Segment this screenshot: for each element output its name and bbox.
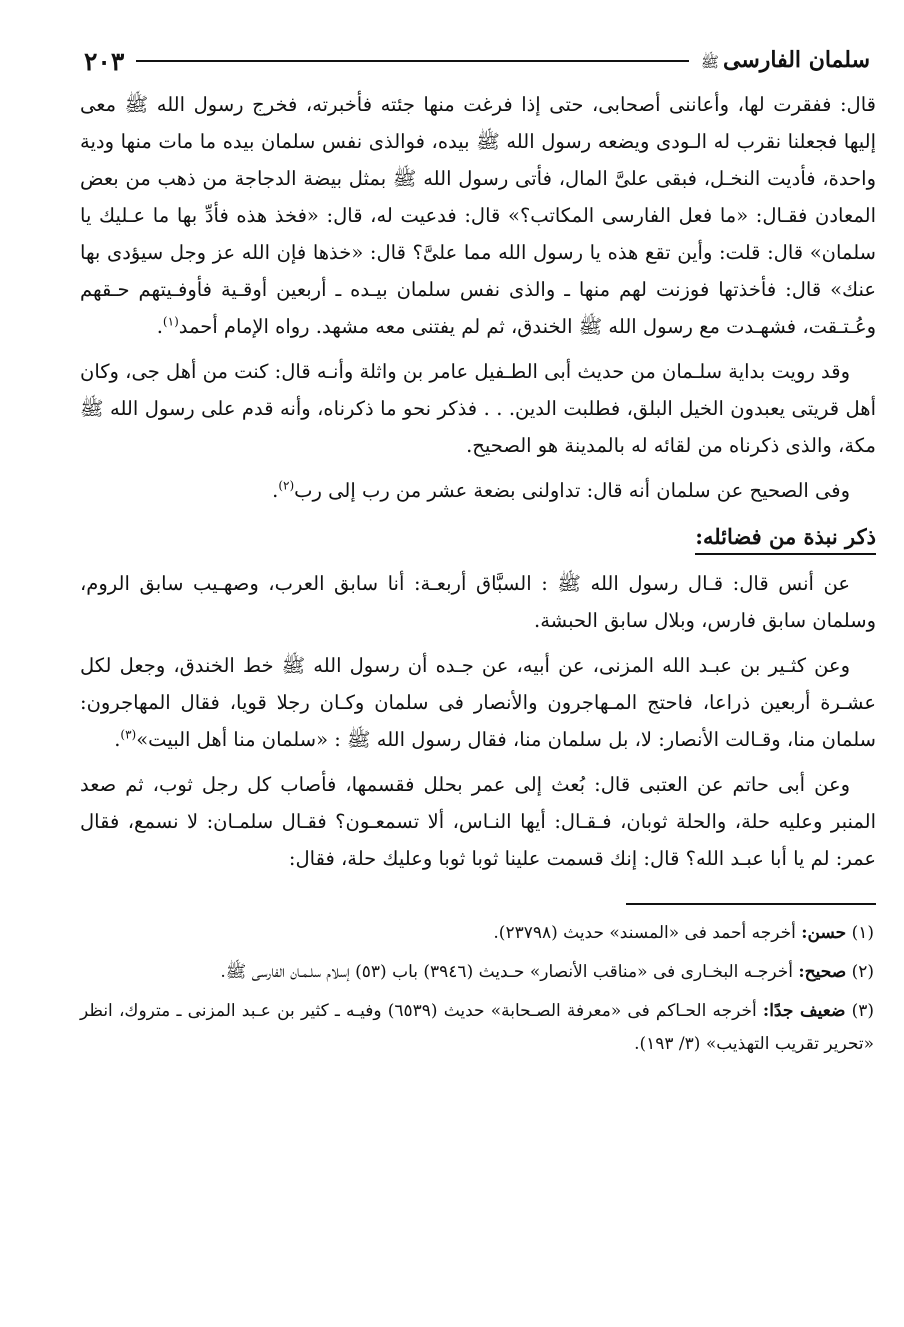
footnote xyxy=(80,995,876,1061)
salutation-glyph: ﷺ xyxy=(700,53,719,71)
paragraph-end: . xyxy=(114,728,121,751)
paragraph-end: . xyxy=(156,315,163,338)
paragraph xyxy=(80,472,876,509)
paragraph xyxy=(80,86,876,345)
page-number: ٢٠٣ xyxy=(84,46,125,76)
footnote-text: أخرجـه البخـارى فى «مناقب الأنصار» حـديث (٣٩٤٦) باب (٥٣) إسلام سلـمـان الفارسى ﷺ. xyxy=(220,962,793,982)
paragraph-end: . xyxy=(272,479,279,502)
footnote-number: (١) xyxy=(851,923,874,943)
paragraph: وقد رويت بداية سلـمان من حديث أبى الطـفيل عامر بن واثلة وأنـه قال: كنت من أهل جى، وكان أهل قريتى يعبدون الخيل البلق، فطلبت الدين. . . فذكر نحو ما ذكرناه، وأنه قدم على رسول الله ﷺ مكة، والذى ذكرناه من لقائه له بالمدينة هو الصحيح. xyxy=(80,360,876,457)
footnote xyxy=(80,956,876,989)
paragraph-text: وفى الصحيح عن سلمان أنه قال: تداولنى بضعة عشر من رب إلى رب xyxy=(294,479,850,502)
main-text xyxy=(80,86,876,877)
footnote-number: (٣) xyxy=(851,1001,874,1021)
footnote-ref: (٣) xyxy=(120,727,137,742)
running-title xyxy=(701,47,870,75)
section-heading: ذكر نبذة من فضائله: xyxy=(695,521,876,555)
header-rule xyxy=(136,60,689,62)
footnote-number: (٢) xyxy=(851,962,874,982)
footnote-text: أخرجه أحمد فى «المسند» حديث (٢٣٧٩٨). xyxy=(493,923,796,943)
footnote-ref: (١) xyxy=(162,314,179,329)
paragraph xyxy=(80,647,876,758)
paragraph: عن أنس قال: قـال رسول الله ﷺ : السبَّاق أربعـة: أنا سابق العرب، وصهـيب سابق الروم، وسلمان سابق فارس، وبلال سابق الحبشة. xyxy=(80,572,876,632)
footnote-grade: صحيح: xyxy=(798,962,847,982)
footnotes xyxy=(80,917,876,1061)
footnote-text: أخرجه الحـاكم فى «معرفة الصـحابة» حديث (٦٥٣٩) وفيـه ـ كثير بن عـبد المزنى ـ متروك، انظر «تحرير تقريب التهذيب» (٣/ ١٩٣). xyxy=(80,1001,874,1054)
running-title-text: سلمان الفارسى xyxy=(723,47,870,73)
footnote-ref: (٢) xyxy=(278,478,295,493)
footnote xyxy=(80,917,876,950)
footnote-grade: ضعيف جدًا: xyxy=(762,1001,846,1021)
paragraph-text: قال: ففقرت لها، وأعاننى أصحابى، حتى إذا فرغت منها جئته فأخبرته، فخرج رسول الله ﷺ معى إليها فجعلنا نقرب له الـودى ويضعه رسول الله ﷺ بيده، فوالذى نفس سلمان بيده ما مات منها ودية واحدة، فأديت النخـل، فبقى علىَّ المال، فأتى رسول الله ﷺ بمثل بيضة الدجاجة من ذهب من بعض المعادن فقـال: «ما فعل الفارسى المكاتب؟» قال: فدعيت له، قال: «فخذ هذه فأدِّ بها ما عـليك يا سلمان» قال: قلت: وأين تقع هذه يا رسول الله مما علىَّ؟ قال: «خذها فإن الله عز وجل سيؤدى بها عنك» قال: فأخذتها فوزنت لهم منها ـ والذى نفس سلمان بيـده ـ أربعين أوقـية فأوفـيتهم حـقهم وعُـتـقت، فشهـدت مع رسول الله ﷺ الخندق، ثم لم يفتنى معه مشهد. رواه الإمام أحمد xyxy=(80,93,876,338)
page-header xyxy=(80,38,876,84)
footnote-grade: حسن: xyxy=(801,923,847,943)
footnote-rule xyxy=(626,903,876,905)
paragraph-text: وعن كثـير بن عبـد الله المزنى، عن أبيه، عن جـده أن رسول الله ﷺ خط الخندق، وجعل لكل عشـرة أربعين ذراعا، فاحتج المـهاجرون والأنصار فى سلمان وكـان رجلا قويا، فقال المهاجرون: سلمان منا، وقـالت الأنصار: لا، بل سلمان منا، فقال رسول الله ﷺ : «سلمان منا أهل البيت» xyxy=(80,654,876,751)
paragraph: وعن أبى حاتم عن العتبى قال: بُعث إلى عمر بحلل فقسمها، فأصاب كل رجل ثوب، ثم صعد المنبر وعليه حلة، والحلة ثوبان، فـقـال: أيها النـاس، ألا تسمعـون؟ فقـال سلمـان: لا نسمع، فقال عمر: لم يا أبا عبـد الله؟ قال: إنك قسمت علينا ثوبا ثوبا وعليك حلة، فقال: xyxy=(80,773,876,870)
